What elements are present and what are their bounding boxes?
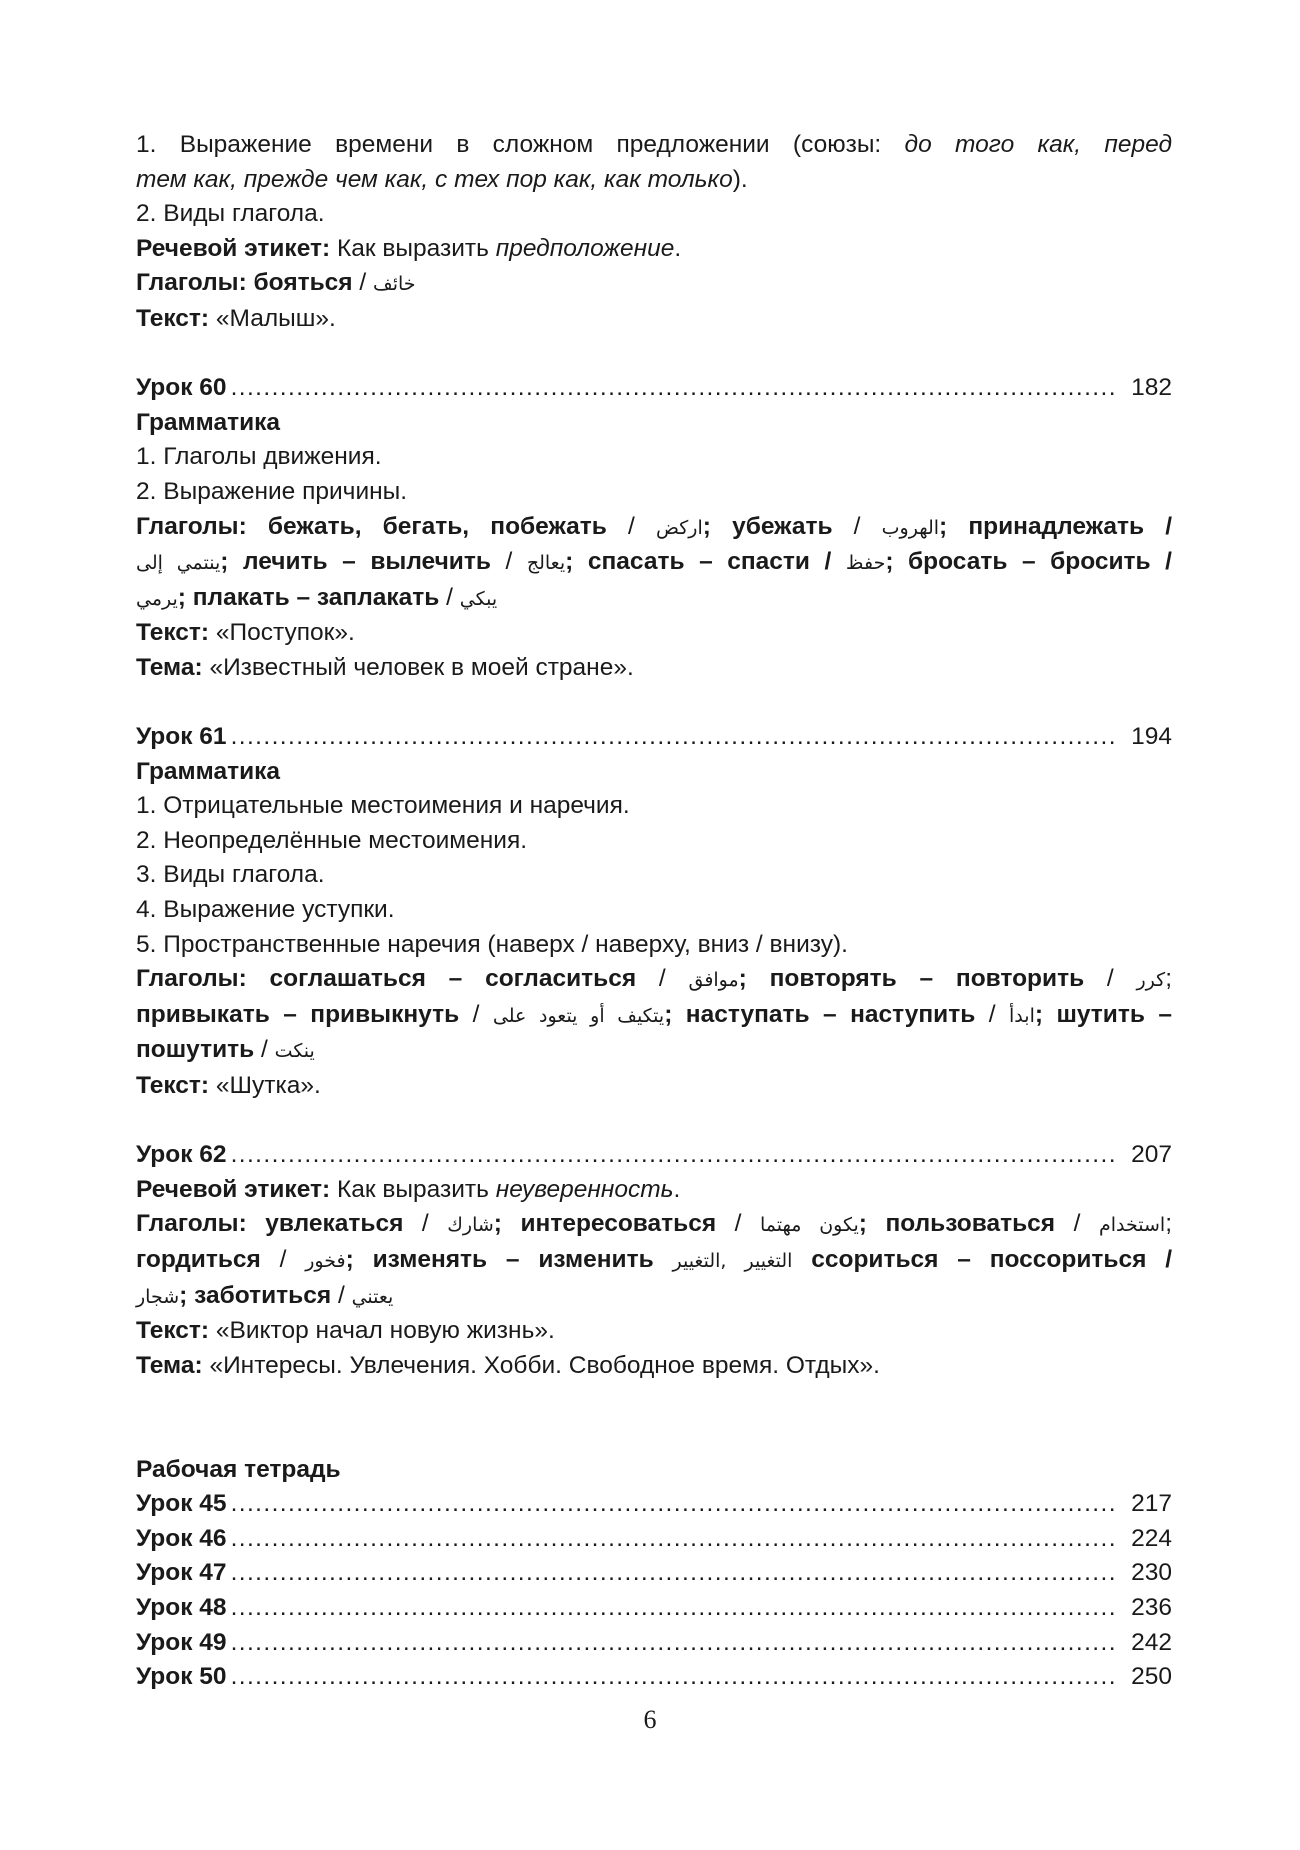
verbs-line: ينتمي إلى; лечить – вылечить / يعالج; спасать – спасти / حفظ; бросать – бросить /: [136, 548, 1172, 576]
arabic-text: يكون مهتما: [760, 1214, 859, 1237]
toc-entry-lesson-62[interactable]: [136, 1138, 1172, 1173]
dot-leader: [231, 1591, 1114, 1626]
verbs-line: شجار; заботиться / يعتني: [136, 1281, 394, 1309]
theme-line: Тема: «Известный человек в моей стране».: [136, 653, 634, 681]
text-italic: тем как, прежде чем как, с тех пор как, как только: [136, 165, 733, 193]
toc-entry-workbook[interactable]: [136, 1556, 1172, 1591]
verbs-line: Глаголы: соглашаться – согласиться / موافق; повторять – повторить / كرر;: [136, 965, 1173, 993]
section-heading: Грамматика: [136, 757, 281, 785]
intro-line-1: [136, 128, 1172, 163]
verbs-line: Глаголы: увлекаться / شارك; интересоваться / يكون مهتما; пользоваться / استخدام;: [136, 1210, 1172, 1238]
intro-line-2: [136, 163, 1172, 198]
text-italic: до того как, перед: [904, 131, 1172, 158]
text: ).: [732, 165, 748, 193]
arabic-text: يعالج: [526, 552, 566, 575]
arabic-text: فخور: [305, 1250, 346, 1272]
label: Глаголы: бояться: [136, 269, 353, 297]
arabic-text: استخدام: [1098, 1214, 1166, 1237]
toc-page-number: 236: [1131, 1593, 1172, 1621]
grammar-item: 3. Виды глагола.: [136, 861, 325, 889]
arabic-text: موافق: [688, 969, 739, 992]
intro-verbs: [136, 266, 1172, 302]
verbs-line: привыкать – привыкнуть / يتكيف أو يتعود على; наступать – наступить / ابدأ; шутить –: [136, 1000, 1173, 1028]
workbook-heading: Рабочая тетрадь: [136, 1455, 341, 1483]
grammar-item: 4. Выражение уступки.: [136, 896, 395, 924]
grammar-item: 2. Выражение причины.: [136, 477, 408, 505]
arabic-text: يبكي: [459, 587, 498, 610]
text: Как выразить: [330, 234, 496, 262]
text-line: Текст: «Шутка».: [136, 1072, 321, 1100]
theme-line: Тема: «Интересы. Увлечения. Хобби. Свободное время. Отдых».: [136, 1351, 880, 1379]
toc-entry-workbook[interactable]: [136, 1487, 1172, 1522]
toc-page-number: 242: [1131, 1628, 1172, 1656]
toc-page-number: 230: [1131, 1559, 1172, 1587]
dot-leader: [231, 1487, 1114, 1522]
toc-title: Урок 47: [136, 1559, 227, 1587]
arabic-text: يتكيف أو يتعود على: [492, 1004, 665, 1027]
etiquette-line: Речевой этикет: Как выразить неуверенность.: [136, 1175, 681, 1203]
toc-entry-workbook[interactable]: [136, 1522, 1172, 1557]
arabic-text: ابدأ: [1009, 1004, 1035, 1027]
arabic-text: التغيير ,التغيير: [672, 1250, 793, 1272]
toc-entry-workbook[interactable]: [136, 1626, 1172, 1661]
toc-page-number: 182: [1131, 374, 1172, 402]
toc-entry-lesson-60[interactable]: [136, 371, 1172, 406]
dot-leader: [231, 1626, 1114, 1661]
label: Текст:: [136, 304, 210, 332]
toc-title: Урок 48: [136, 1593, 227, 1621]
verbs-line: يرمي; плакать – заплакать / يبكي: [136, 583, 498, 611]
text: «Малыш».: [209, 304, 336, 332]
verbs-line: Глаголы: бежать, бегать, побежать / اركض; убежать / الهروب; принадлежать /: [136, 512, 1173, 540]
label: Речевой этикет:: [136, 234, 331, 262]
text: 1. Выражение времени в сложном предложении (союзы:: [136, 131, 905, 158]
toc-title: Урок 60: [136, 374, 227, 402]
arabic-text: يرمي: [136, 587, 178, 610]
text: .: [674, 234, 682, 262]
dot-leader: [231, 1660, 1114, 1695]
grammar-item: 1. Глаголы движения.: [136, 443, 382, 471]
text-italic: предположение: [495, 234, 675, 262]
toc-title: Урок 62: [136, 1141, 227, 1169]
toc-entry-workbook[interactable]: [136, 1660, 1172, 1695]
arabic-text: ينكت: [274, 1040, 315, 1063]
grammar-item: 2. Неопределённые местоимения.: [136, 826, 528, 854]
toc-page-number: 224: [1131, 1524, 1172, 1552]
toc-title: Урок 45: [136, 1490, 227, 1518]
table-of-contents: [136, 128, 1172, 1695]
toc-entry-lesson-61[interactable]: [136, 720, 1172, 755]
arabic-text: يعتني: [351, 1285, 394, 1308]
intro-text: [136, 302, 1172, 337]
text: /: [352, 269, 374, 297]
arabic-text: حفظ: [845, 552, 886, 575]
dot-leader: [231, 720, 1114, 755]
text-line: Текст: «Виктор начал новую жизнь».: [136, 1317, 555, 1345]
arabic-text: خائف: [373, 273, 416, 296]
text-line: Текст: «Поступок».: [136, 619, 355, 647]
arabic-text: شجار: [136, 1285, 180, 1308]
dot-leader: [231, 1556, 1114, 1591]
arabic-text: اركض: [655, 516, 703, 539]
toc-title: Урок 50: [136, 1663, 227, 1691]
section-heading: Грамматика: [136, 408, 281, 436]
intro-etiquette: [136, 232, 1172, 267]
toc-title: Урок 46: [136, 1524, 227, 1552]
arabic-text: شارك: [447, 1214, 494, 1237]
toc-page-number: 250: [1131, 1663, 1172, 1691]
arabic-text: كرر: [1136, 969, 1166, 992]
toc-entry-workbook[interactable]: [136, 1591, 1172, 1626]
arabic-text: الهروب: [881, 516, 940, 539]
toc-title: Урок 61: [136, 723, 227, 751]
page-number: 6: [643, 1705, 657, 1734]
toc-page-number: 217: [1131, 1490, 1172, 1518]
verbs-line: гордиться / فخور; изменять – изменить التغيير ,التغيير ссориться – поссориться /: [136, 1246, 1173, 1273]
toc-page-number: 207: [1131, 1141, 1172, 1169]
dot-leader: [231, 371, 1114, 406]
dot-leader: [231, 1138, 1114, 1173]
toc-title: Урок 49: [136, 1628, 227, 1656]
toc-page-number: 194: [1131, 723, 1172, 751]
arabic-text: ينتمي إلى: [136, 552, 221, 575]
intro-line-3: 2. Виды глагола.: [136, 200, 325, 228]
grammar-item: 5. Пространственные наречия (наверх / наверху, вниз / внизу).: [136, 930, 848, 958]
verbs-line: пошутить / ينكت: [136, 1036, 315, 1064]
dot-leader: [231, 1522, 1114, 1557]
grammar-item: 1. Отрицательные местоимения и наречия.: [136, 792, 630, 820]
